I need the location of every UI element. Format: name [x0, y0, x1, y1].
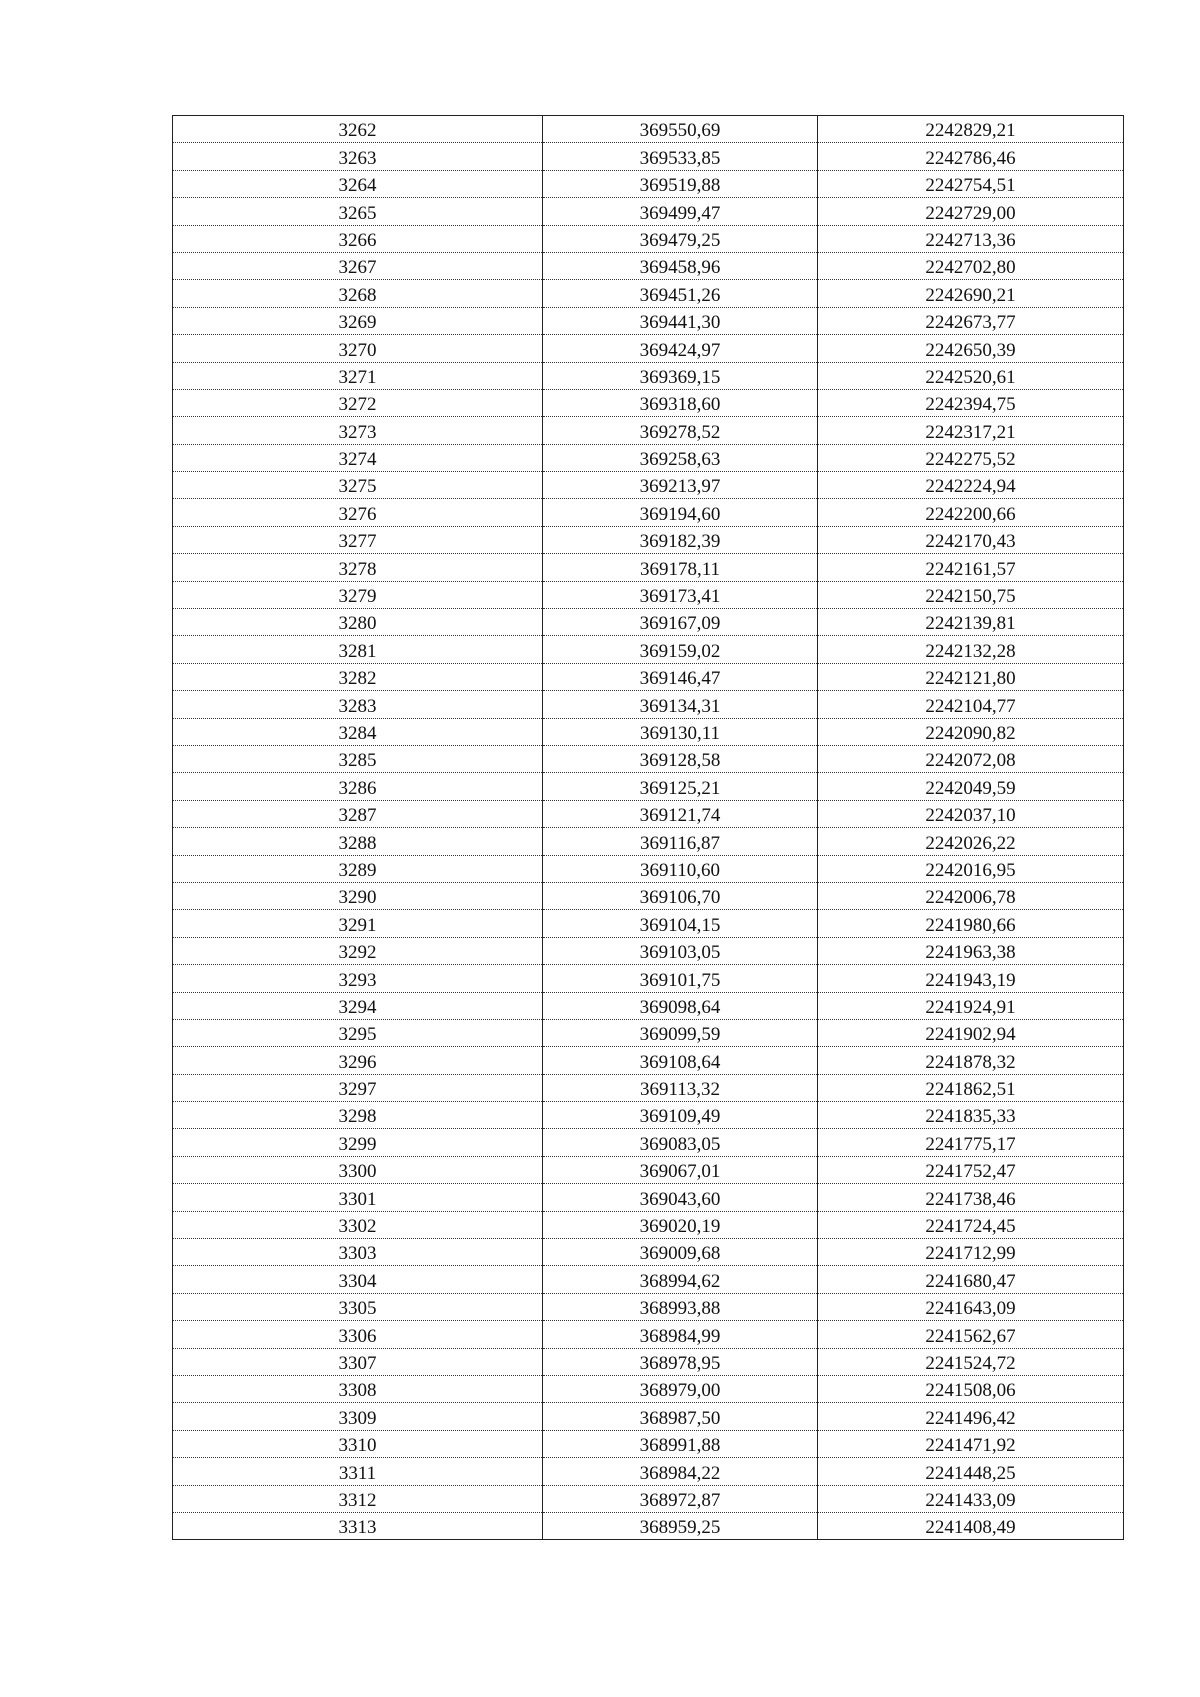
point-number-cell: 3267 [173, 252, 543, 279]
table-row [173, 581, 1124, 608]
x-coordinate-cell: 368979,00 [543, 1375, 818, 1402]
x-coordinate-cell: 369108,64 [543, 1047, 818, 1074]
point-number-cell: 3308 [173, 1375, 543, 1402]
point-number-cell: 3294 [173, 992, 543, 1019]
y-coordinate-cell: 2242139,81 [818, 609, 1124, 636]
y-coordinate-cell: 2242049,59 [818, 773, 1124, 800]
x-coordinate-cell: 369113,32 [543, 1074, 818, 1101]
x-coordinate-cell: 368972,87 [543, 1485, 818, 1512]
table-row [173, 1102, 1124, 1129]
x-coordinate-cell: 369009,68 [543, 1239, 818, 1266]
x-coordinate-cell: 369318,60 [543, 389, 818, 416]
y-coordinate-cell: 2241902,94 [818, 1019, 1124, 1046]
x-coordinate-cell: 369519,88 [543, 170, 818, 197]
x-coordinate-cell: 369128,58 [543, 745, 818, 772]
point-number-cell: 3293 [173, 965, 543, 992]
table-row [173, 472, 1124, 499]
x-coordinate-cell: 369458,96 [543, 252, 818, 279]
table-row [173, 609, 1124, 636]
point-number-cell: 3311 [173, 1458, 543, 1485]
x-coordinate-cell: 369159,02 [543, 636, 818, 663]
table-row [173, 663, 1124, 690]
point-number-cell: 3300 [173, 1156, 543, 1183]
table-row [173, 499, 1124, 526]
point-number-cell: 3286 [173, 773, 543, 800]
x-coordinate-cell: 369194,60 [543, 499, 818, 526]
table-row [173, 307, 1124, 334]
point-number-cell: 3303 [173, 1239, 543, 1266]
table-row [173, 800, 1124, 827]
x-coordinate-cell: 369369,15 [543, 362, 818, 389]
x-coordinate-cell: 368959,25 [543, 1512, 818, 1539]
y-coordinate-cell: 2242200,66 [818, 499, 1124, 526]
table-row [173, 170, 1124, 197]
table-row [173, 1156, 1124, 1183]
point-number-cell: 3279 [173, 581, 543, 608]
y-coordinate-cell: 2241408,49 [818, 1512, 1124, 1539]
table-row [173, 1184, 1124, 1211]
x-coordinate-cell: 369533,85 [543, 143, 818, 170]
table-row [173, 1129, 1124, 1156]
x-coordinate-cell: 368993,88 [543, 1293, 818, 1320]
x-coordinate-cell: 368991,88 [543, 1430, 818, 1457]
point-number-cell: 3298 [173, 1102, 543, 1129]
point-number-cell: 3285 [173, 745, 543, 772]
point-number-cell: 3289 [173, 855, 543, 882]
table-row [173, 1348, 1124, 1375]
table-row [173, 1019, 1124, 1046]
point-number-cell: 3274 [173, 444, 543, 471]
x-coordinate-cell: 369146,47 [543, 663, 818, 690]
y-coordinate-cell: 2241752,47 [818, 1156, 1124, 1183]
point-number-cell: 3283 [173, 691, 543, 718]
x-coordinate-cell: 369499,47 [543, 198, 818, 225]
point-number-cell: 3299 [173, 1129, 543, 1156]
x-coordinate-cell: 369098,64 [543, 992, 818, 1019]
table-row [173, 362, 1124, 389]
y-coordinate-cell: 2242317,21 [818, 417, 1124, 444]
x-coordinate-cell: 369479,25 [543, 225, 818, 252]
table-row [173, 1211, 1124, 1238]
x-coordinate-cell: 369109,49 [543, 1102, 818, 1129]
point-number-cell: 3269 [173, 307, 543, 334]
point-number-cell: 3280 [173, 609, 543, 636]
y-coordinate-cell: 2241963,38 [818, 937, 1124, 964]
x-coordinate-cell: 368984,99 [543, 1321, 818, 1348]
y-coordinate-cell: 2242829,21 [818, 116, 1124, 143]
point-number-cell: 3275 [173, 472, 543, 499]
point-number-cell: 3284 [173, 718, 543, 745]
y-coordinate-cell: 2242754,51 [818, 170, 1124, 197]
point-number-cell: 3306 [173, 1321, 543, 1348]
table-row [173, 1321, 1124, 1348]
y-coordinate-cell: 2241924,91 [818, 992, 1124, 1019]
table-row [173, 1485, 1124, 1512]
point-number-cell: 3297 [173, 1074, 543, 1101]
table-row [173, 965, 1124, 992]
x-coordinate-cell: 368994,62 [543, 1266, 818, 1293]
y-coordinate-cell: 2242037,10 [818, 800, 1124, 827]
table-row [173, 855, 1124, 882]
table-row [173, 252, 1124, 279]
y-coordinate-cell: 2242394,75 [818, 389, 1124, 416]
x-coordinate-cell: 369182,39 [543, 526, 818, 553]
y-coordinate-cell: 2241448,25 [818, 1458, 1124, 1485]
table-row [173, 280, 1124, 307]
y-coordinate-cell: 2241433,09 [818, 1485, 1124, 1512]
point-number-cell: 3295 [173, 1019, 543, 1046]
point-number-cell: 3262 [173, 116, 543, 143]
point-number-cell: 3310 [173, 1430, 543, 1457]
point-number-cell: 3287 [173, 800, 543, 827]
x-coordinate-cell: 369020,19 [543, 1211, 818, 1238]
point-number-cell: 3270 [173, 335, 543, 362]
table-row [173, 335, 1124, 362]
y-coordinate-cell: 2242121,80 [818, 663, 1124, 690]
x-coordinate-cell: 369110,60 [543, 855, 818, 882]
x-coordinate-cell: 369103,05 [543, 937, 818, 964]
table-row [173, 1512, 1124, 1539]
point-number-cell: 3309 [173, 1403, 543, 1430]
y-coordinate-cell: 2242132,28 [818, 636, 1124, 663]
x-coordinate-cell: 369451,26 [543, 280, 818, 307]
x-coordinate-cell: 369043,60 [543, 1184, 818, 1211]
y-coordinate-cell: 2242713,36 [818, 225, 1124, 252]
table-row [173, 444, 1124, 471]
y-coordinate-cell: 2241775,17 [818, 1129, 1124, 1156]
y-coordinate-cell: 2241643,09 [818, 1293, 1124, 1320]
y-coordinate-cell: 2241980,66 [818, 910, 1124, 937]
table-row [173, 554, 1124, 581]
point-number-cell: 3301 [173, 1184, 543, 1211]
x-coordinate-cell: 369173,41 [543, 581, 818, 608]
table-row [173, 1375, 1124, 1402]
point-number-cell: 3271 [173, 362, 543, 389]
x-coordinate-cell: 368978,95 [543, 1348, 818, 1375]
table-row [173, 1403, 1124, 1430]
y-coordinate-cell: 2242702,80 [818, 252, 1124, 279]
x-coordinate-cell: 369125,21 [543, 773, 818, 800]
table-row [173, 828, 1124, 855]
y-coordinate-cell: 2242520,61 [818, 362, 1124, 389]
point-number-cell: 3304 [173, 1266, 543, 1293]
y-coordinate-cell: 2241680,47 [818, 1266, 1124, 1293]
x-coordinate-cell: 369178,11 [543, 554, 818, 581]
y-coordinate-cell: 2241943,19 [818, 965, 1124, 992]
table-row [173, 1266, 1124, 1293]
point-number-cell: 3288 [173, 828, 543, 855]
point-number-cell: 3313 [173, 1512, 543, 1539]
y-coordinate-cell: 2242026,22 [818, 828, 1124, 855]
x-coordinate-cell: 369104,15 [543, 910, 818, 937]
x-coordinate-cell: 369441,30 [543, 307, 818, 334]
point-number-cell: 3292 [173, 937, 543, 964]
table-row [173, 636, 1124, 663]
coordinates-table-body [173, 116, 1124, 1540]
table-row [173, 389, 1124, 416]
y-coordinate-cell: 2241712,99 [818, 1239, 1124, 1266]
x-coordinate-cell: 369101,75 [543, 965, 818, 992]
y-coordinate-cell: 2241738,46 [818, 1184, 1124, 1211]
coordinates-table [172, 115, 1124, 1540]
y-coordinate-cell: 2241724,45 [818, 1211, 1124, 1238]
y-coordinate-cell: 2241862,51 [818, 1074, 1124, 1101]
point-number-cell: 3290 [173, 882, 543, 909]
point-number-cell: 3291 [173, 910, 543, 937]
table-row [173, 773, 1124, 800]
table-row [173, 143, 1124, 170]
point-number-cell: 3278 [173, 554, 543, 581]
x-coordinate-cell: 369278,52 [543, 417, 818, 444]
x-coordinate-cell: 369116,87 [543, 828, 818, 855]
point-number-cell: 3282 [173, 663, 543, 690]
table-row [173, 910, 1124, 937]
y-coordinate-cell: 2242170,43 [818, 526, 1124, 553]
y-coordinate-cell: 2241878,32 [818, 1047, 1124, 1074]
point-number-cell: 3296 [173, 1047, 543, 1074]
table-row [173, 1047, 1124, 1074]
table-row [173, 198, 1124, 225]
y-coordinate-cell: 2242690,21 [818, 280, 1124, 307]
x-coordinate-cell: 369424,97 [543, 335, 818, 362]
y-coordinate-cell: 2242673,77 [818, 307, 1124, 334]
point-number-cell: 3277 [173, 526, 543, 553]
table-row [173, 691, 1124, 718]
table-row [173, 225, 1124, 252]
point-number-cell: 3273 [173, 417, 543, 444]
table-row [173, 745, 1124, 772]
y-coordinate-cell: 2242072,08 [818, 745, 1124, 772]
y-coordinate-cell: 2242161,57 [818, 554, 1124, 581]
table-row [173, 417, 1124, 444]
table-row [173, 992, 1124, 1019]
point-number-cell: 3305 [173, 1293, 543, 1320]
y-coordinate-cell: 2241835,33 [818, 1102, 1124, 1129]
y-coordinate-cell: 2242729,00 [818, 198, 1124, 225]
table-row [173, 937, 1124, 964]
y-coordinate-cell: 2241508,06 [818, 1375, 1124, 1402]
point-number-cell: 3268 [173, 280, 543, 307]
point-number-cell: 3264 [173, 170, 543, 197]
x-coordinate-cell: 369106,70 [543, 882, 818, 909]
y-coordinate-cell: 2242006,78 [818, 882, 1124, 909]
table-row [173, 526, 1124, 553]
x-coordinate-cell: 369258,63 [543, 444, 818, 471]
table-row [173, 1239, 1124, 1266]
table-row [173, 882, 1124, 909]
y-coordinate-cell: 2242224,94 [818, 472, 1124, 499]
point-number-cell: 3307 [173, 1348, 543, 1375]
table-row [173, 1458, 1124, 1485]
table-row [173, 116, 1124, 143]
y-coordinate-cell: 2241496,42 [818, 1403, 1124, 1430]
y-coordinate-cell: 2242650,39 [818, 335, 1124, 362]
x-coordinate-cell: 369134,31 [543, 691, 818, 718]
point-number-cell: 3302 [173, 1211, 543, 1238]
point-number-cell: 3276 [173, 499, 543, 526]
table-row [173, 1074, 1124, 1101]
x-coordinate-cell: 368987,50 [543, 1403, 818, 1430]
y-coordinate-cell: 2242090,82 [818, 718, 1124, 745]
x-coordinate-cell: 369067,01 [543, 1156, 818, 1183]
x-coordinate-cell: 369099,59 [543, 1019, 818, 1046]
x-coordinate-cell: 369550,69 [543, 116, 818, 143]
y-coordinate-cell: 2241524,72 [818, 1348, 1124, 1375]
table-row [173, 1430, 1124, 1457]
y-coordinate-cell: 2242786,46 [818, 143, 1124, 170]
table-row [173, 1293, 1124, 1320]
point-number-cell: 3265 [173, 198, 543, 225]
x-coordinate-cell: 369083,05 [543, 1129, 818, 1156]
y-coordinate-cell: 2241471,92 [818, 1430, 1124, 1457]
y-coordinate-cell: 2242016,95 [818, 855, 1124, 882]
x-coordinate-cell: 369130,11 [543, 718, 818, 745]
x-coordinate-cell: 369213,97 [543, 472, 818, 499]
point-number-cell: 3263 [173, 143, 543, 170]
y-coordinate-cell: 2241562,67 [818, 1321, 1124, 1348]
y-coordinate-cell: 2242104,77 [818, 691, 1124, 718]
x-coordinate-cell: 369121,74 [543, 800, 818, 827]
point-number-cell: 3312 [173, 1485, 543, 1512]
point-number-cell: 3272 [173, 389, 543, 416]
y-coordinate-cell: 2242275,52 [818, 444, 1124, 471]
x-coordinate-cell: 368984,22 [543, 1458, 818, 1485]
x-coordinate-cell: 369167,09 [543, 609, 818, 636]
point-number-cell: 3266 [173, 225, 543, 252]
point-number-cell: 3281 [173, 636, 543, 663]
table-row [173, 718, 1124, 745]
y-coordinate-cell: 2242150,75 [818, 581, 1124, 608]
